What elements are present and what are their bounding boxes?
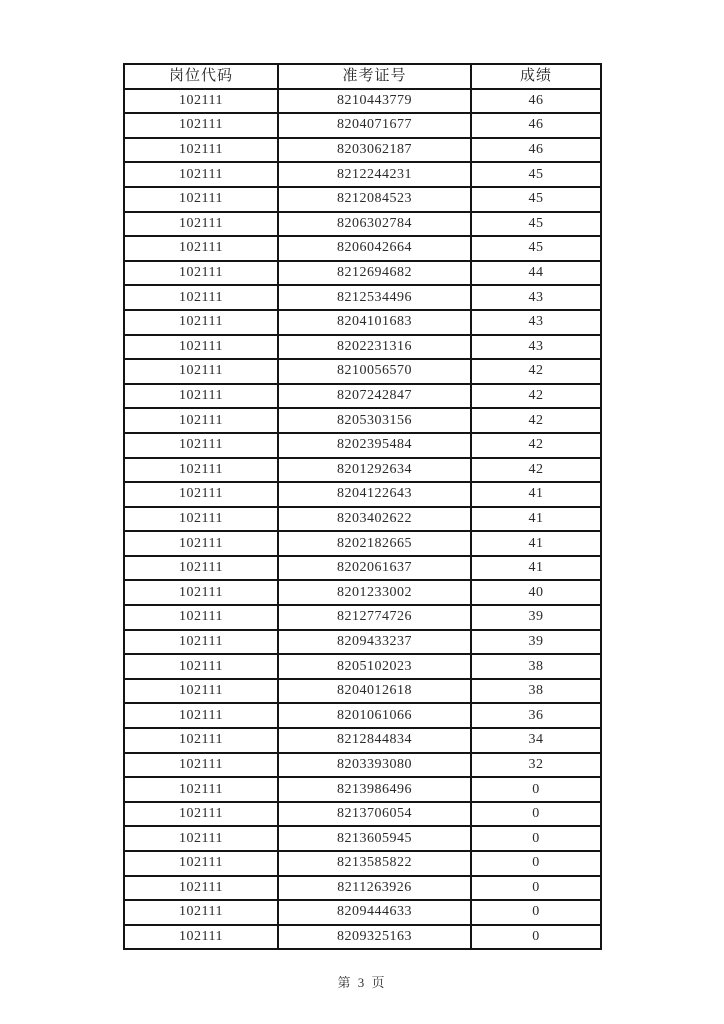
cell-admission-number: 8213585822 xyxy=(278,851,471,876)
cell-position-code: 102111 xyxy=(124,310,278,335)
cell-score: 43 xyxy=(471,285,601,310)
table-row xyxy=(124,310,601,335)
cell-position-code: 102111 xyxy=(124,433,278,458)
cell-admission-number: 8213706054 xyxy=(278,802,471,827)
table-row xyxy=(124,556,601,581)
table-row xyxy=(124,285,601,310)
table-row xyxy=(124,162,601,187)
cell-admission-number: 8213605945 xyxy=(278,826,471,851)
cell-position-code: 102111 xyxy=(124,876,278,901)
table-row xyxy=(124,89,601,114)
table-row xyxy=(124,261,601,286)
cell-score: 38 xyxy=(471,654,601,679)
cell-admission-number: 8202231316 xyxy=(278,335,471,360)
cell-admission-number: 8205303156 xyxy=(278,408,471,433)
table-row xyxy=(124,408,601,433)
table-row xyxy=(124,187,601,212)
cell-admission-number: 8211263926 xyxy=(278,876,471,901)
table-row xyxy=(124,580,601,605)
cell-admission-number: 8204122643 xyxy=(278,482,471,507)
cell-admission-number: 8204012618 xyxy=(278,679,471,704)
cell-score: 0 xyxy=(471,876,601,901)
table-row xyxy=(124,876,601,901)
cell-admission-number: 8206042664 xyxy=(278,236,471,261)
table-row xyxy=(124,236,601,261)
cell-position-code: 102111 xyxy=(124,925,278,950)
cell-admission-number: 8213986496 xyxy=(278,777,471,802)
table-row xyxy=(124,384,601,409)
cell-admission-number: 8210443779 xyxy=(278,89,471,114)
cell-position-code: 102111 xyxy=(124,728,278,753)
cell-position-code: 102111 xyxy=(124,236,278,261)
table-row xyxy=(124,777,601,802)
cell-score: 45 xyxy=(471,236,601,261)
cell-position-code: 102111 xyxy=(124,802,278,827)
score-table-body xyxy=(124,89,601,950)
cell-admission-number: 8201292634 xyxy=(278,458,471,483)
cell-position-code: 102111 xyxy=(124,162,278,187)
cell-position-code: 102111 xyxy=(124,89,278,114)
table-row xyxy=(124,802,601,827)
table-row xyxy=(124,458,601,483)
table-row xyxy=(124,630,601,655)
cell-position-code: 102111 xyxy=(124,384,278,409)
table-row xyxy=(124,826,601,851)
cell-admission-number: 8202395484 xyxy=(278,433,471,458)
table-row xyxy=(124,113,601,138)
cell-position-code: 102111 xyxy=(124,753,278,778)
table-row xyxy=(124,925,601,950)
cell-score: 46 xyxy=(471,113,601,138)
cell-score: 0 xyxy=(471,925,601,950)
score-table xyxy=(123,63,602,950)
cell-score: 34 xyxy=(471,728,601,753)
cell-score: 40 xyxy=(471,580,601,605)
cell-score: 41 xyxy=(471,531,601,556)
cell-score: 41 xyxy=(471,482,601,507)
cell-position-code: 102111 xyxy=(124,458,278,483)
cell-admission-number: 8201233002 xyxy=(278,580,471,605)
cell-score: 39 xyxy=(471,630,601,655)
cell-score: 0 xyxy=(471,826,601,851)
cell-admission-number: 8206302784 xyxy=(278,212,471,237)
cell-admission-number: 8204071677 xyxy=(278,113,471,138)
cell-position-code: 102111 xyxy=(124,359,278,384)
cell-position-code: 102111 xyxy=(124,138,278,163)
cell-position-code: 102111 xyxy=(124,556,278,581)
cell-admission-number: 8207242847 xyxy=(278,384,471,409)
cell-position-code: 102111 xyxy=(124,507,278,532)
table-row xyxy=(124,138,601,163)
cell-position-code: 102111 xyxy=(124,285,278,310)
cell-score: 42 xyxy=(471,408,601,433)
cell-admission-number: 8209444633 xyxy=(278,900,471,925)
cell-score: 43 xyxy=(471,310,601,335)
cell-score: 42 xyxy=(471,458,601,483)
cell-score: 41 xyxy=(471,507,601,532)
cell-score: 45 xyxy=(471,187,601,212)
cell-score: 42 xyxy=(471,384,601,409)
cell-score: 45 xyxy=(471,162,601,187)
cell-score: 41 xyxy=(471,556,601,581)
table-row xyxy=(124,433,601,458)
cell-position-code: 102111 xyxy=(124,580,278,605)
header-score: 成绩 xyxy=(471,64,601,89)
cell-position-code: 102111 xyxy=(124,113,278,138)
header-position-code: 岗位代码 xyxy=(124,64,278,89)
cell-score: 0 xyxy=(471,777,601,802)
table-row xyxy=(124,531,601,556)
cell-position-code: 102111 xyxy=(124,531,278,556)
cell-admission-number: 8203062187 xyxy=(278,138,471,163)
cell-score: 32 xyxy=(471,753,601,778)
cell-position-code: 102111 xyxy=(124,482,278,507)
cell-score: 36 xyxy=(471,703,601,728)
page-number: 第 3 页 xyxy=(337,975,387,990)
table-row xyxy=(124,703,601,728)
cell-admission-number: 8209433237 xyxy=(278,630,471,655)
cell-position-code: 102111 xyxy=(124,826,278,851)
cell-admission-number: 8201061066 xyxy=(278,703,471,728)
cell-position-code: 102111 xyxy=(124,630,278,655)
cell-position-code: 102111 xyxy=(124,261,278,286)
cell-position-code: 102111 xyxy=(124,777,278,802)
cell-position-code: 102111 xyxy=(124,900,278,925)
cell-admission-number: 8212694682 xyxy=(278,261,471,286)
cell-admission-number: 8212774726 xyxy=(278,605,471,630)
cell-score: 42 xyxy=(471,359,601,384)
cell-admission-number: 8212534496 xyxy=(278,285,471,310)
cell-score: 44 xyxy=(471,261,601,286)
table-row xyxy=(124,753,601,778)
cell-score: 0 xyxy=(471,802,601,827)
cell-score: 0 xyxy=(471,900,601,925)
cell-admission-number: 8203393080 xyxy=(278,753,471,778)
table-row xyxy=(124,359,601,384)
cell-admission-number: 8210056570 xyxy=(278,359,471,384)
cell-score: 39 xyxy=(471,605,601,630)
table-row xyxy=(124,507,601,532)
cell-position-code: 102111 xyxy=(124,654,278,679)
cell-admission-number: 8204101683 xyxy=(278,310,471,335)
cell-score: 43 xyxy=(471,335,601,360)
cell-position-code: 102111 xyxy=(124,605,278,630)
cell-admission-number: 8212244231 xyxy=(278,162,471,187)
cell-score: 46 xyxy=(471,89,601,114)
table-row xyxy=(124,728,601,753)
table-row xyxy=(124,900,601,925)
cell-position-code: 102111 xyxy=(124,408,278,433)
table-row xyxy=(124,654,601,679)
table-row xyxy=(124,482,601,507)
cell-position-code: 102111 xyxy=(124,679,278,704)
cell-admission-number: 8203402622 xyxy=(278,507,471,532)
cell-position-code: 102111 xyxy=(124,851,278,876)
cell-position-code: 102111 xyxy=(124,703,278,728)
cell-score: 0 xyxy=(471,851,601,876)
cell-position-code: 102111 xyxy=(124,187,278,212)
table-row xyxy=(124,212,601,237)
cell-score: 46 xyxy=(471,138,601,163)
cell-admission-number: 8205102023 xyxy=(278,654,471,679)
table-header-row xyxy=(124,64,601,89)
table-row xyxy=(124,335,601,360)
table-row xyxy=(124,851,601,876)
cell-score: 42 xyxy=(471,433,601,458)
cell-position-code: 102111 xyxy=(124,212,278,237)
cell-admission-number: 8212084523 xyxy=(278,187,471,212)
cell-admission-number: 8202182665 xyxy=(278,531,471,556)
cell-score: 38 xyxy=(471,679,601,704)
cell-admission-number: 8209325163 xyxy=(278,925,471,950)
header-admission-number: 准考证号 xyxy=(278,64,471,89)
table-row xyxy=(124,605,601,630)
cell-admission-number: 8202061637 xyxy=(278,556,471,581)
cell-admission-number: 8212844834 xyxy=(278,728,471,753)
cell-score: 45 xyxy=(471,212,601,237)
table-row xyxy=(124,679,601,704)
cell-position-code: 102111 xyxy=(124,335,278,360)
